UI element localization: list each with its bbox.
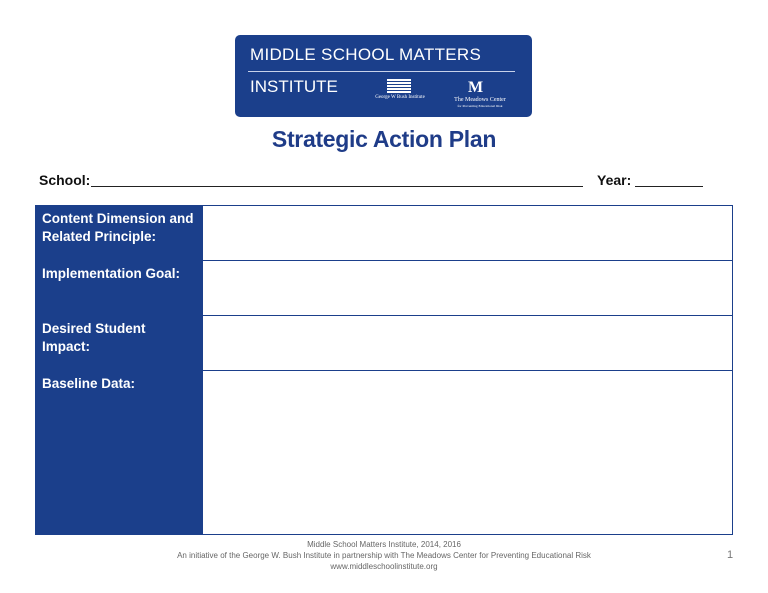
msmi-logo	[235, 35, 532, 117]
year-label: Year:	[597, 172, 632, 188]
logo-line1: MIDDLE SCHOOL MATTERS	[250, 45, 482, 64]
table-row	[36, 316, 732, 371]
table-row	[36, 371, 732, 534]
implementation-goal-field[interactable]	[203, 261, 732, 315]
year-field[interactable]	[635, 186, 703, 187]
meadows-m-icon: M	[468, 79, 484, 96]
footer-line2: An initiative of the George W. Bush Institute in partnership with The Meadows Center for Preventing Educational Risk	[177, 551, 591, 560]
footer-url: www.middleschoolinstitute.org	[330, 562, 438, 571]
table-row	[36, 206, 732, 261]
bush-institute-logo: George W Bush Institute	[375, 95, 425, 100]
logo-rule	[248, 71, 515, 72]
school-field[interactable]	[91, 186, 583, 187]
action-plan-table	[35, 205, 733, 535]
page-number: 1	[727, 549, 734, 561]
table-row	[36, 261, 732, 316]
page-title: Strategic Action Plan	[271, 126, 497, 152]
meadows-center-logo	[440, 97, 520, 109]
row-label: Content Dimension and Related Principle:	[36, 206, 203, 260]
school-label: School:	[39, 172, 91, 188]
footer	[0, 539, 768, 572]
logo-line2: INSTITUTE	[250, 77, 338, 96]
meadows-sub: for Preventing Educational Risk	[457, 104, 503, 108]
flag-icon	[387, 79, 411, 93]
footer-line1: Middle School Matters Institute, 2014, 2016	[307, 540, 461, 549]
content-dimension-field[interactable]	[203, 206, 732, 260]
row-label: Implementation Goal:	[36, 261, 203, 315]
desired-impact-field[interactable]	[203, 316, 732, 370]
meadows-name: The Meadows Center	[454, 97, 506, 103]
baseline-data-field[interactable]	[203, 371, 732, 534]
row-label: Desired Student Impact:	[36, 316, 203, 370]
row-label: Baseline Data:	[36, 371, 203, 534]
